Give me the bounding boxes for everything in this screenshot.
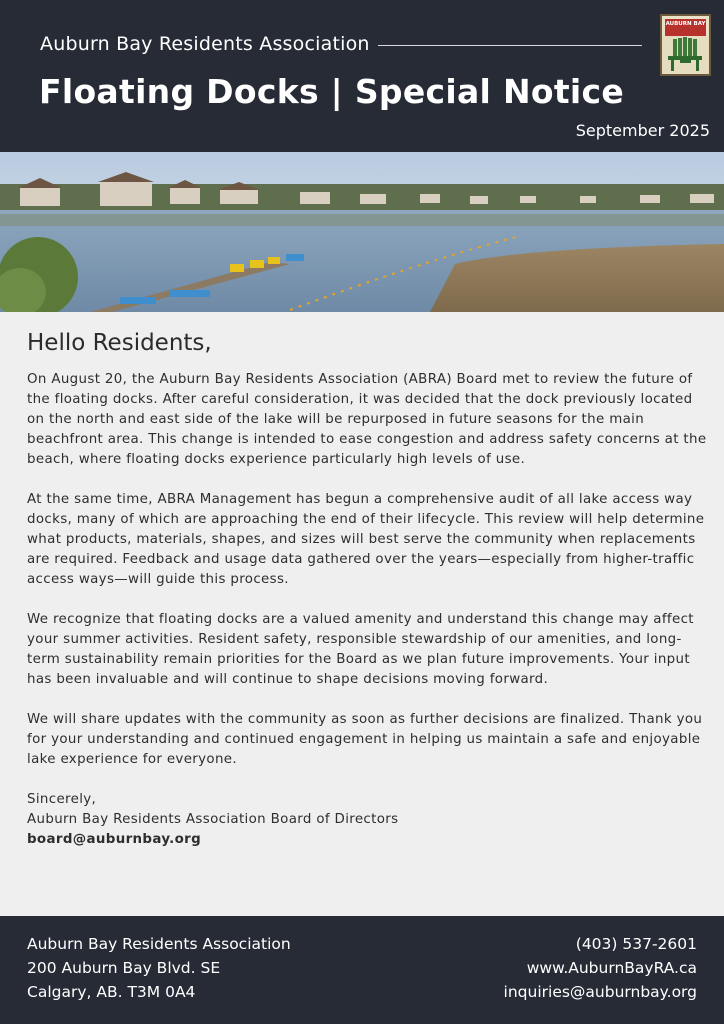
org-name: Auburn Bay Residents Association <box>40 33 370 55</box>
notice-date: September 2025 <box>575 121 710 140</box>
footer-address <box>27 932 291 1004</box>
footer-address-line-2: Calgary, AB. T3M 0A4 <box>27 983 196 1001</box>
paragraph-2: At the same time, ABRA Management has begun a comprehensive audit of all lake access way docks, many of which are approaching the end of their lifecycle. This review will help determine what products, materials, shapes, and sizes will best serve the community when replacements are required. Feedback and usage data gathered over the years—especially from higher-traffic access ways—will guide this process. <box>27 492 705 587</box>
footer-email-link[interactable]: inquiries@auburnbay.org <box>503 983 697 1001</box>
footer <box>0 916 724 1024</box>
footer-address-line-1: 200 Auburn Bay Blvd. SE <box>27 959 221 977</box>
footer-org-name: Auburn Bay Residents Association <box>27 935 291 953</box>
closing: Sincerely, <box>27 792 97 807</box>
adirondack-chair-icon <box>662 36 709 74</box>
signature: Auburn Bay Residents Association Board of Directors <box>27 812 399 827</box>
org-line <box>40 33 642 55</box>
footer-phone-link[interactable]: (403) 537-2601 <box>575 935 697 953</box>
header-divider <box>378 45 642 46</box>
lake-photo-illustration <box>0 152 724 312</box>
paragraph-4: We will share updates with the community as soon as further decisions are finalized. Thank you for your understanding and continued engagement in helping us maintain a safe and enjoyable lake experience for everyone. <box>27 712 703 767</box>
signoff <box>27 790 707 850</box>
paragraph-3: We recognize that floating docks are a valued amenity and understand this change may affect your summer activities. Resident safety, responsible stewardship of our amenities, and long-term sustainability remain priorities for the Board as we plan future improvements. Your input has been invaluable and will continue to shape decisions moving forward. <box>27 612 694 687</box>
footer-website-link[interactable]: www.AuburnBayRA.ca <box>526 959 697 977</box>
board-email-link[interactable]: board@auburnbay.org <box>27 832 202 847</box>
page-title: Floating Docks | Special Notice <box>39 72 625 111</box>
greeting: Hello Residents, <box>27 330 212 356</box>
lake-docks-photo <box>0 152 724 312</box>
paragraph-1: On August 20, the Auburn Bay Residents Association (ABRA) Board met to review the future of the floating docks. After careful consideration, it was decided that the dock previously located on the north and east side of the lake will be repurposed in future seasons for the main beachfront area. This change is intended to ease congestion and address safety concerns at the beach, where floating docks experience particularly high levels of use. <box>27 372 707 467</box>
header <box>0 0 724 152</box>
logo-text: AUBURN BAY <box>665 19 706 37</box>
letter-body <box>27 370 707 850</box>
auburn-bay-logo <box>660 14 711 76</box>
footer-contact <box>504 932 697 1004</box>
